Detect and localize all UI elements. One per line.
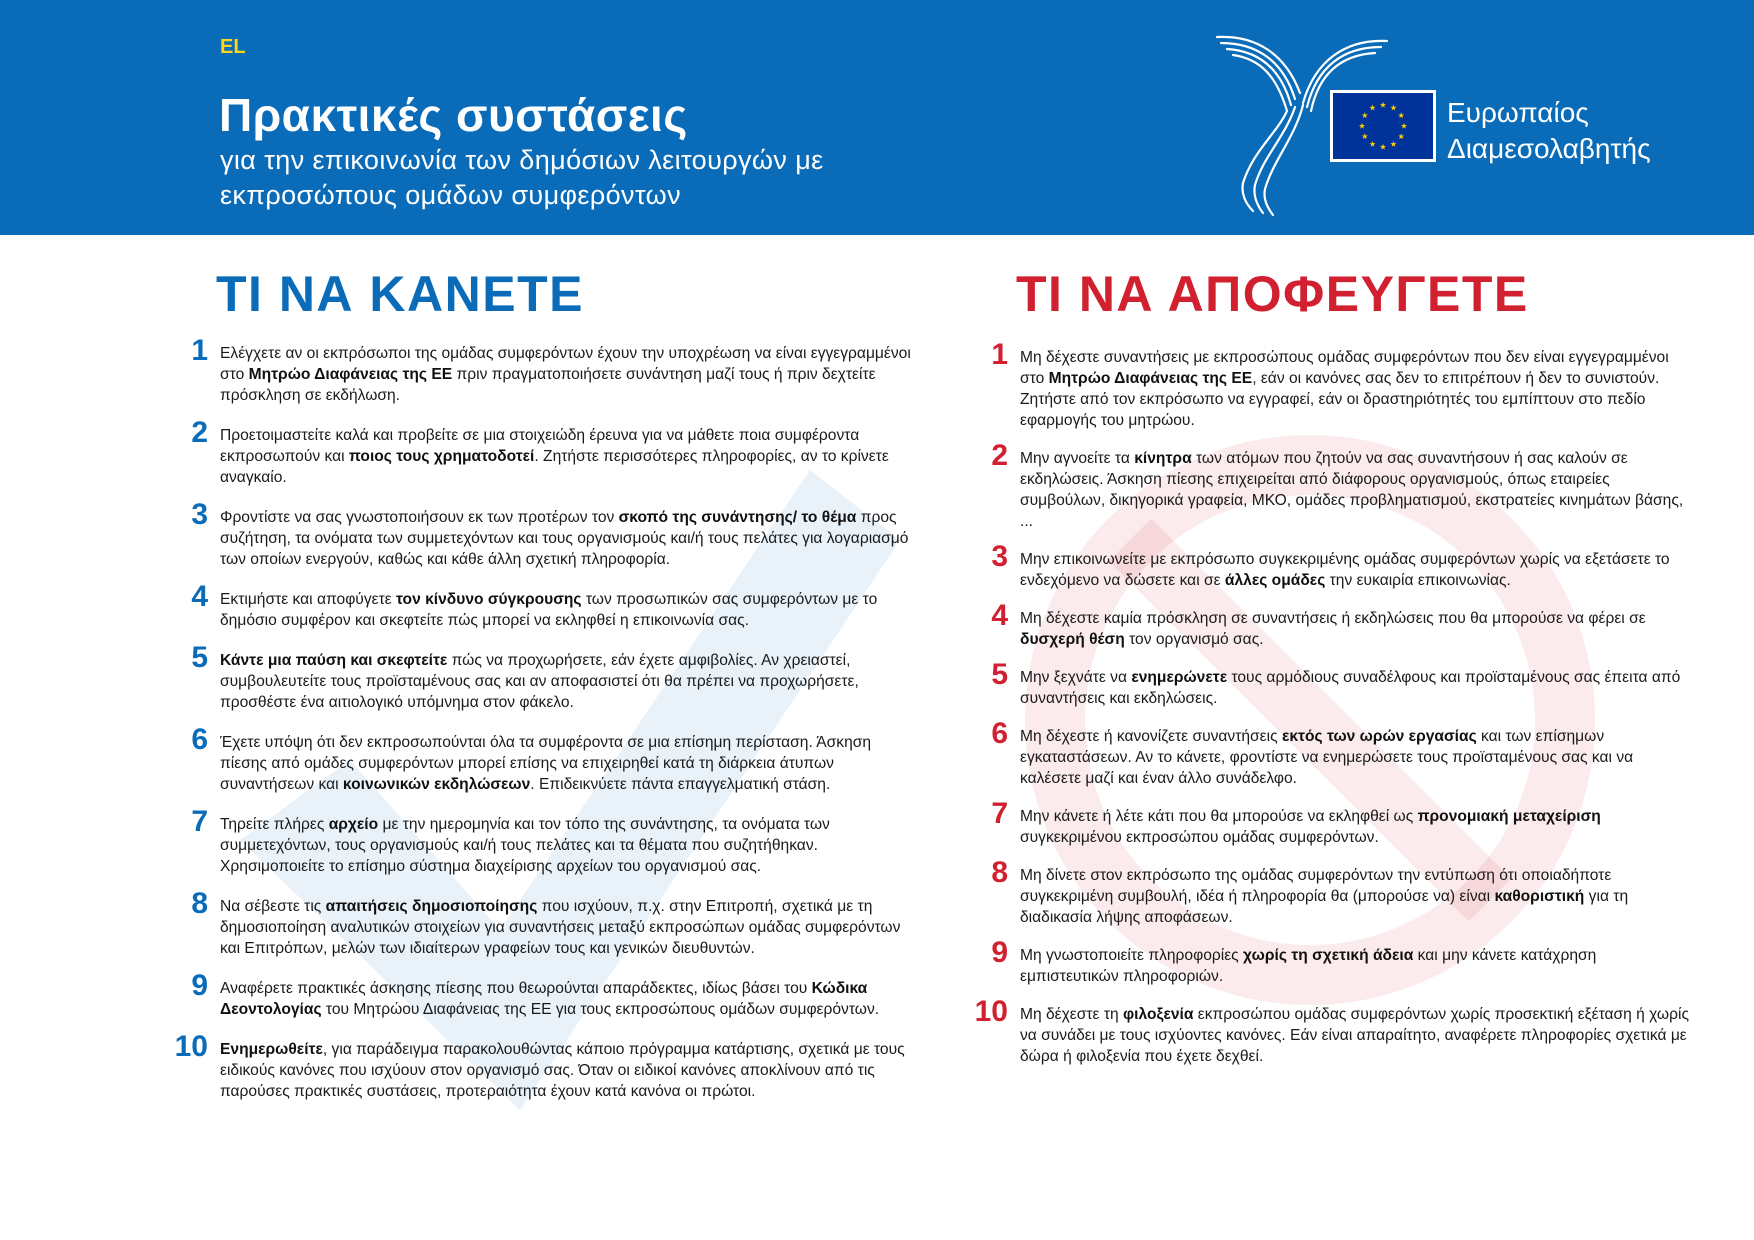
do-item-text: [220, 589, 920, 631]
do-item-number: 10: [174, 1030, 208, 1063]
dont-item-8: [950, 856, 1690, 928]
do-item-number: 2: [191, 416, 208, 449]
emphasis-text: απαιτήσεις δημοσιοποίησης: [325, 898, 538, 915]
do-item-9: [150, 969, 920, 1020]
dont-item-number: 3: [991, 540, 1008, 573]
do-item-number: 8: [191, 887, 208, 920]
emphasis-text: Κώδικα Δεοντολογίας: [220, 980, 868, 1018]
do-item-text: [220, 978, 920, 1020]
emphasis-text: δυσχερή θέση: [1020, 631, 1125, 648]
dont-item-number: 9: [991, 936, 1008, 969]
emphasis-text: προνομιακή μεταχείριση: [1417, 808, 1601, 825]
body-text: προς συζήτηση, τα ονόματα των συμμετεχόντων και τους οργανισμούς και/ή τους πελάτες για λογαριασμό των οποίων ενεργούν, καθώς και κάθε άλλη σχετική πληροφορία.: [220, 509, 909, 568]
page-subtitle: για την επικοινωνία των δημόσιων λειτουργών με εκπροσώπους ομάδων συμφερόντων: [220, 145, 824, 210]
dont-item-number: 10: [974, 995, 1008, 1028]
dont-item-text: [1020, 806, 1690, 848]
dont-item-text: [1020, 726, 1690, 789]
body-text: Μη δέχεστε καμία πρόσκληση σε συναντήσεις ή εκδηλώσεις που θα μπορούσε να φέρει σε: [1020, 610, 1646, 627]
body-text: με την ημερομηνία και τον τόπο της συνάντησης, τα ονόματα των συμμετεχόντων, τους οργανισμούς και/ή τους πελάτες και τα θέματα που συζητήθηκαν. Χρησιμοποιείτε το επίσημο σύστημα διαχείρισης αρχείων του οργανισμού σας.: [220, 816, 830, 875]
dont-item-7: [950, 797, 1690, 848]
body-text: των προσωπικών σας συμφερόντων με το δημόσιο συμφέρον και σκεφτείτε πώς μπορεί να εκληφθεί η επικοινωνία σας.: [220, 591, 878, 629]
emphasis-text: φιλοξενία: [1123, 1006, 1194, 1023]
body-text: Μην αγνοείτε τα: [1020, 450, 1135, 467]
dont-item-text: [1020, 865, 1690, 928]
dont-item-text: [1020, 667, 1690, 709]
star-icon: [1380, 102, 1386, 108]
do-item-5: [150, 641, 920, 713]
dont-section-title: ΤΙ ΝΑ ΑΠΟΦΕΥΓΕΤΕ: [1016, 266, 1529, 322]
do-item-text: [220, 425, 920, 488]
body-text: . Ζητήστε περισσότερες πληροφορίες, αν το κρίνετε αναγκαίο.: [220, 448, 889, 486]
do-section-title: ΤΙ ΝΑ ΚΑΝΕΤΕ: [216, 266, 584, 322]
dont-item-text: [1020, 448, 1690, 532]
dont-item-5: [950, 658, 1690, 709]
body-text: Εκτιμήστε και αποφύγετε: [220, 591, 397, 608]
emphasis-text: ενημερώνετε: [1131, 669, 1228, 686]
dont-item-number: 6: [991, 717, 1008, 750]
do-item-3: [150, 498, 920, 570]
dont-item-text: [1020, 1004, 1690, 1067]
do-item-number: 1: [191, 334, 208, 367]
emphasis-text: εκτός των ωρών εργασίας: [1281, 728, 1477, 745]
star-icon: [1398, 133, 1404, 139]
dont-item-text: [1020, 608, 1690, 650]
do-list: [150, 334, 920, 1121]
dont-item-number: 2: [991, 439, 1008, 472]
do-item-text: [220, 650, 920, 713]
dont-item-9: [950, 936, 1690, 987]
page-title: Πρακτικές συστάσεις: [219, 89, 688, 141]
emphasis-text: κοινωνικών εκδηλώσεων: [342, 776, 531, 793]
do-item-number: 7: [191, 805, 208, 838]
emphasis-text: τον κίνδυνο σύγκρουσης: [396, 591, 582, 608]
dont-item-6: [950, 717, 1690, 789]
body-text: Μη δέχεστε τη: [1020, 1006, 1123, 1023]
body-text: Μη δίνετε στον εκπρόσωπο της ομάδας συμφερόντων την εντύπωση ότι οποιαδήποτε συγκεκριμένη συμβουλή, ιδέα ή πληροφορία θα (μπορούσε να) είναι: [1020, 867, 1612, 905]
dont-item-number: 4: [991, 599, 1008, 632]
body-text: τους αρμόδιους συναδέλφους και προϊσταμένους σας έπειτα από συναντήσεις και εκδηλώσεις.: [1020, 669, 1681, 707]
organization-name: [1447, 95, 1651, 167]
do-item-number: 3: [191, 498, 208, 531]
emphasis-text: Ενημερωθείτε: [220, 1041, 323, 1058]
body-text: Μην ξεχνάτε να: [1020, 669, 1132, 686]
dont-item-3: [950, 540, 1690, 591]
do-item-number: 4: [191, 580, 208, 613]
dont-item-2: [950, 439, 1690, 532]
do-item-text: [220, 896, 920, 959]
organization-name-line2: Διαμεσολαβητής: [1447, 133, 1651, 164]
star-icon: [1390, 141, 1396, 147]
header-banner: [0, 0, 1754, 235]
body-text: Ελέγχετε αν οι εκπρόσωποι της ομάδας συμφερόντων έχουν την υποχρέωση να είναι εγγεγραμμένοι στο: [220, 345, 911, 383]
emphasis-text: κίνητρα: [1134, 450, 1192, 467]
language-code: EL: [220, 36, 246, 58]
do-item-number: 5: [191, 641, 208, 674]
body-text: που ισχύουν, π.χ. στην Επιτροπή, σχετικά με τη δημοσιοποίηση αναλυτικών στοιχείων για συναντήσεις μεταξύ εκπροσώπων ομάδας συμφερόντων και Επιτρόπων, μελών των ιδιαίτερων γραφείων τους και γενικών διευθυντών.: [220, 898, 901, 957]
dont-item-1: [950, 338, 1690, 431]
emphasis-text: Κάντε μια παύση και σκεφτείτε: [220, 652, 448, 669]
body-text: του Μητρώου Διαφάνειας της ΕΕ για τους εκπροσώπους ομάδων συμφερόντων.: [321, 1001, 880, 1018]
star-icon: [1390, 105, 1396, 111]
do-item-7: [150, 805, 920, 877]
do-item-text: [220, 1039, 920, 1102]
star-icon: [1362, 133, 1368, 139]
body-text: τον οργανισμό σας.: [1124, 631, 1264, 648]
emphasis-text: σκοπό της συνάντησης/ το θέμα: [618, 509, 857, 526]
star-icon: [1359, 123, 1365, 129]
body-text: Φροντίστε να σας γνωστοποιήσουν εκ των προτέρων τον: [220, 509, 619, 526]
body-text: την ευκαιρία επικοινωνίας.: [1325, 572, 1511, 589]
dont-item-number: 7: [991, 797, 1008, 830]
body-text: πριν πραγματοποιήσετε συνάντηση μαζί τους ή πριν δεχτείτε πρόσκληση σε εκδήλωση.: [220, 366, 876, 404]
dont-item-text: [1020, 945, 1690, 987]
star-icon: [1380, 144, 1386, 150]
emphasis-text: καθοριστική: [1494, 888, 1585, 905]
star-icon: [1398, 112, 1404, 118]
eu-flag-icon: [1330, 90, 1436, 162]
body-text: Μη γνωστοποιείτε πληροφορίες: [1020, 947, 1244, 964]
dont-item-4: [950, 599, 1690, 650]
do-item-4: [150, 580, 920, 631]
do-item-text: [220, 507, 920, 570]
body-text: Μην επικοινωνείτε με εκπρόσωπο συγκεκριμένης ομάδας συμφερόντων χωρίς να εξετάσετε το ενδεχόμενο να δώσετε και σε: [1020, 551, 1670, 589]
dont-list: [950, 338, 1690, 1084]
do-item-text: [220, 732, 920, 795]
do-item-number: 9: [191, 969, 208, 1002]
body-text: για τη διαδικασία λήψης αποφάσεων.: [1020, 888, 1629, 926]
body-text: Μη δέχεστε συναντήσεις με εκπροσώπους ομάδας συμφερόντων που δεν είναι εγγεγραμμένοι στο: [1020, 349, 1669, 387]
dont-item-number: 5: [991, 658, 1008, 691]
do-item-6: [150, 723, 920, 795]
body-text: Έχετε υπόψη ότι δεν εκπροσωπούνται όλα τα συμφέροντα σε μια επίσημη περίσταση. Άσκηση πίεσης από ομάδες συμφερόντων μπορεί επίσης να επιχειρηθεί κατά τη διάρκεια άτυπων συναντήσεων και: [220, 734, 872, 793]
body-text: Προετοιμαστείτε καλά και προβείτε σε μια στοιχειώδη έρευνα για να μάθετε ποια συμφέροντα εκπροσωπούν και: [220, 427, 860, 465]
body-text: Αναφέρετε πρακτικές άσκησης πίεσης που θεωρούνται απαράδεκτες, ιδίως βάσει του: [220, 980, 812, 997]
do-item-10: [150, 1030, 920, 1102]
dont-item-10: [950, 995, 1690, 1067]
emphasis-text: Μητρώο Διαφάνειας της ΕΕ: [1048, 370, 1253, 387]
body-text: εκπροσώπου ομάδας συμφερόντων χωρίς προσεκτική εξέταση ή χωρίς να συνάδει με τους ισχύοντες κανόνες. Εάν είναι απαραίτητο, αναφέρετε πληροφορίες σχετικά με δώρα ή φιλοξενία που έχετε δεχθεί.: [1020, 1006, 1689, 1065]
do-item-text: [220, 814, 920, 877]
dont-item-text: [1020, 549, 1690, 591]
emphasis-text: αρχείο: [328, 816, 379, 833]
star-icon: [1369, 141, 1375, 147]
emphasis-text: Μητρώο Διαφάνειας της ΕΕ: [248, 366, 453, 383]
body-text: Να σέβεστε τις: [220, 898, 326, 915]
body-text: , για παράδειγμα παρακολουθώντας κάποιο πρόγραμμα κατάρτισης, σχετικά με τους ειδικούς κανόνες που ισχύουν στον οργανισμό σας. Όταν οι ειδικοί κανόνες αποκλίνουν από τις παρούσες πρακτικές συστάσεις, προτεραιότητα έχουν κατά κανόνα οι πρώτοι.: [220, 1041, 905, 1100]
body-text: . Επιδεικνύετε πάντα επαγγελματική στάση.: [530, 776, 831, 793]
dont-item-text: [1020, 347, 1690, 431]
emphasis-text: χωρίς τη σχετική άδεια: [1243, 947, 1414, 964]
body-text: συγκεκριμένου εκπροσώπου ομάδας συμφερόντων.: [1020, 829, 1379, 846]
body-text: Μη δέχεστε ή κανονίζετε συναντήσεις: [1020, 728, 1282, 745]
body-text: και των επίσημων εγκαταστάσεων. Αν το κάνετε, φροντίστε να ενημερώσετε τους προϊσταμένους σας και να καλέσετε μαζί και έναν άλλο συνάδελφο.: [1020, 728, 1634, 787]
emphasis-text: ποιος τους χρηματοδοτεί: [348, 448, 535, 465]
do-item-text: [220, 343, 920, 406]
body-text: και μην κάνετε κατάχρηση εμπιστευτικών πληροφοριών.: [1020, 947, 1597, 985]
body-text: Μην κάνετε ή λέτε κάτι που θα μπορούσε να εκληφθεί ως: [1020, 808, 1418, 825]
body-text: των ατόμων που ζητούν να σας συναντήσουν ή σας καλούν σε εκδηλώσεις. Άσκηση πίεσης επιχειρείται από διάφορους οργανισμούς, όπως εταιρείες συμβούλων, δικηγορικά γραφεία, ΜΚΟ, ομάδες προβληματισμού, εκστρατείες κινημάτων βάσης, ...: [1020, 450, 1684, 530]
body-text: , εάν οι κανόνες σας δεν το επιτρέπουν ή δεν το συνιστούν. Ζητήστε από τον εκπρόσωπο να εγγραφεί, εάν οι δραστηριότητές του εμπίπτουν στο πεδίο εφαρμογής του μητρώου.: [1020, 370, 1660, 429]
do-item-2: [150, 416, 920, 488]
do-item-1: [150, 334, 920, 406]
star-icon: [1362, 112, 1368, 118]
organization-name-line1: Ευρωπαίος: [1447, 97, 1589, 128]
do-item-8: [150, 887, 920, 959]
dont-item-number: 1: [991, 338, 1008, 371]
do-item-number: 6: [191, 723, 208, 756]
star-icon: [1369, 105, 1375, 111]
eu-stars-icon: [1333, 93, 1433, 159]
dont-item-number: 8: [991, 856, 1008, 889]
body-text: πώς να προχωρήσετε, εάν έχετε αμφιβολίες. Αν χρειαστεί, συμβουλευτείτε τους προϊσταμένους σας και αν αποφασιστεί ότι θα πρέπει να προχωρήσετε, προσθέστε ένα αιτιολογικό υπόμνημα στον φάκελο.: [220, 652, 859, 711]
star-icon: [1401, 123, 1407, 129]
body-text: Τηρείτε πλήρες: [220, 816, 329, 833]
emphasis-text: άλλες ομάδες: [1224, 572, 1326, 589]
